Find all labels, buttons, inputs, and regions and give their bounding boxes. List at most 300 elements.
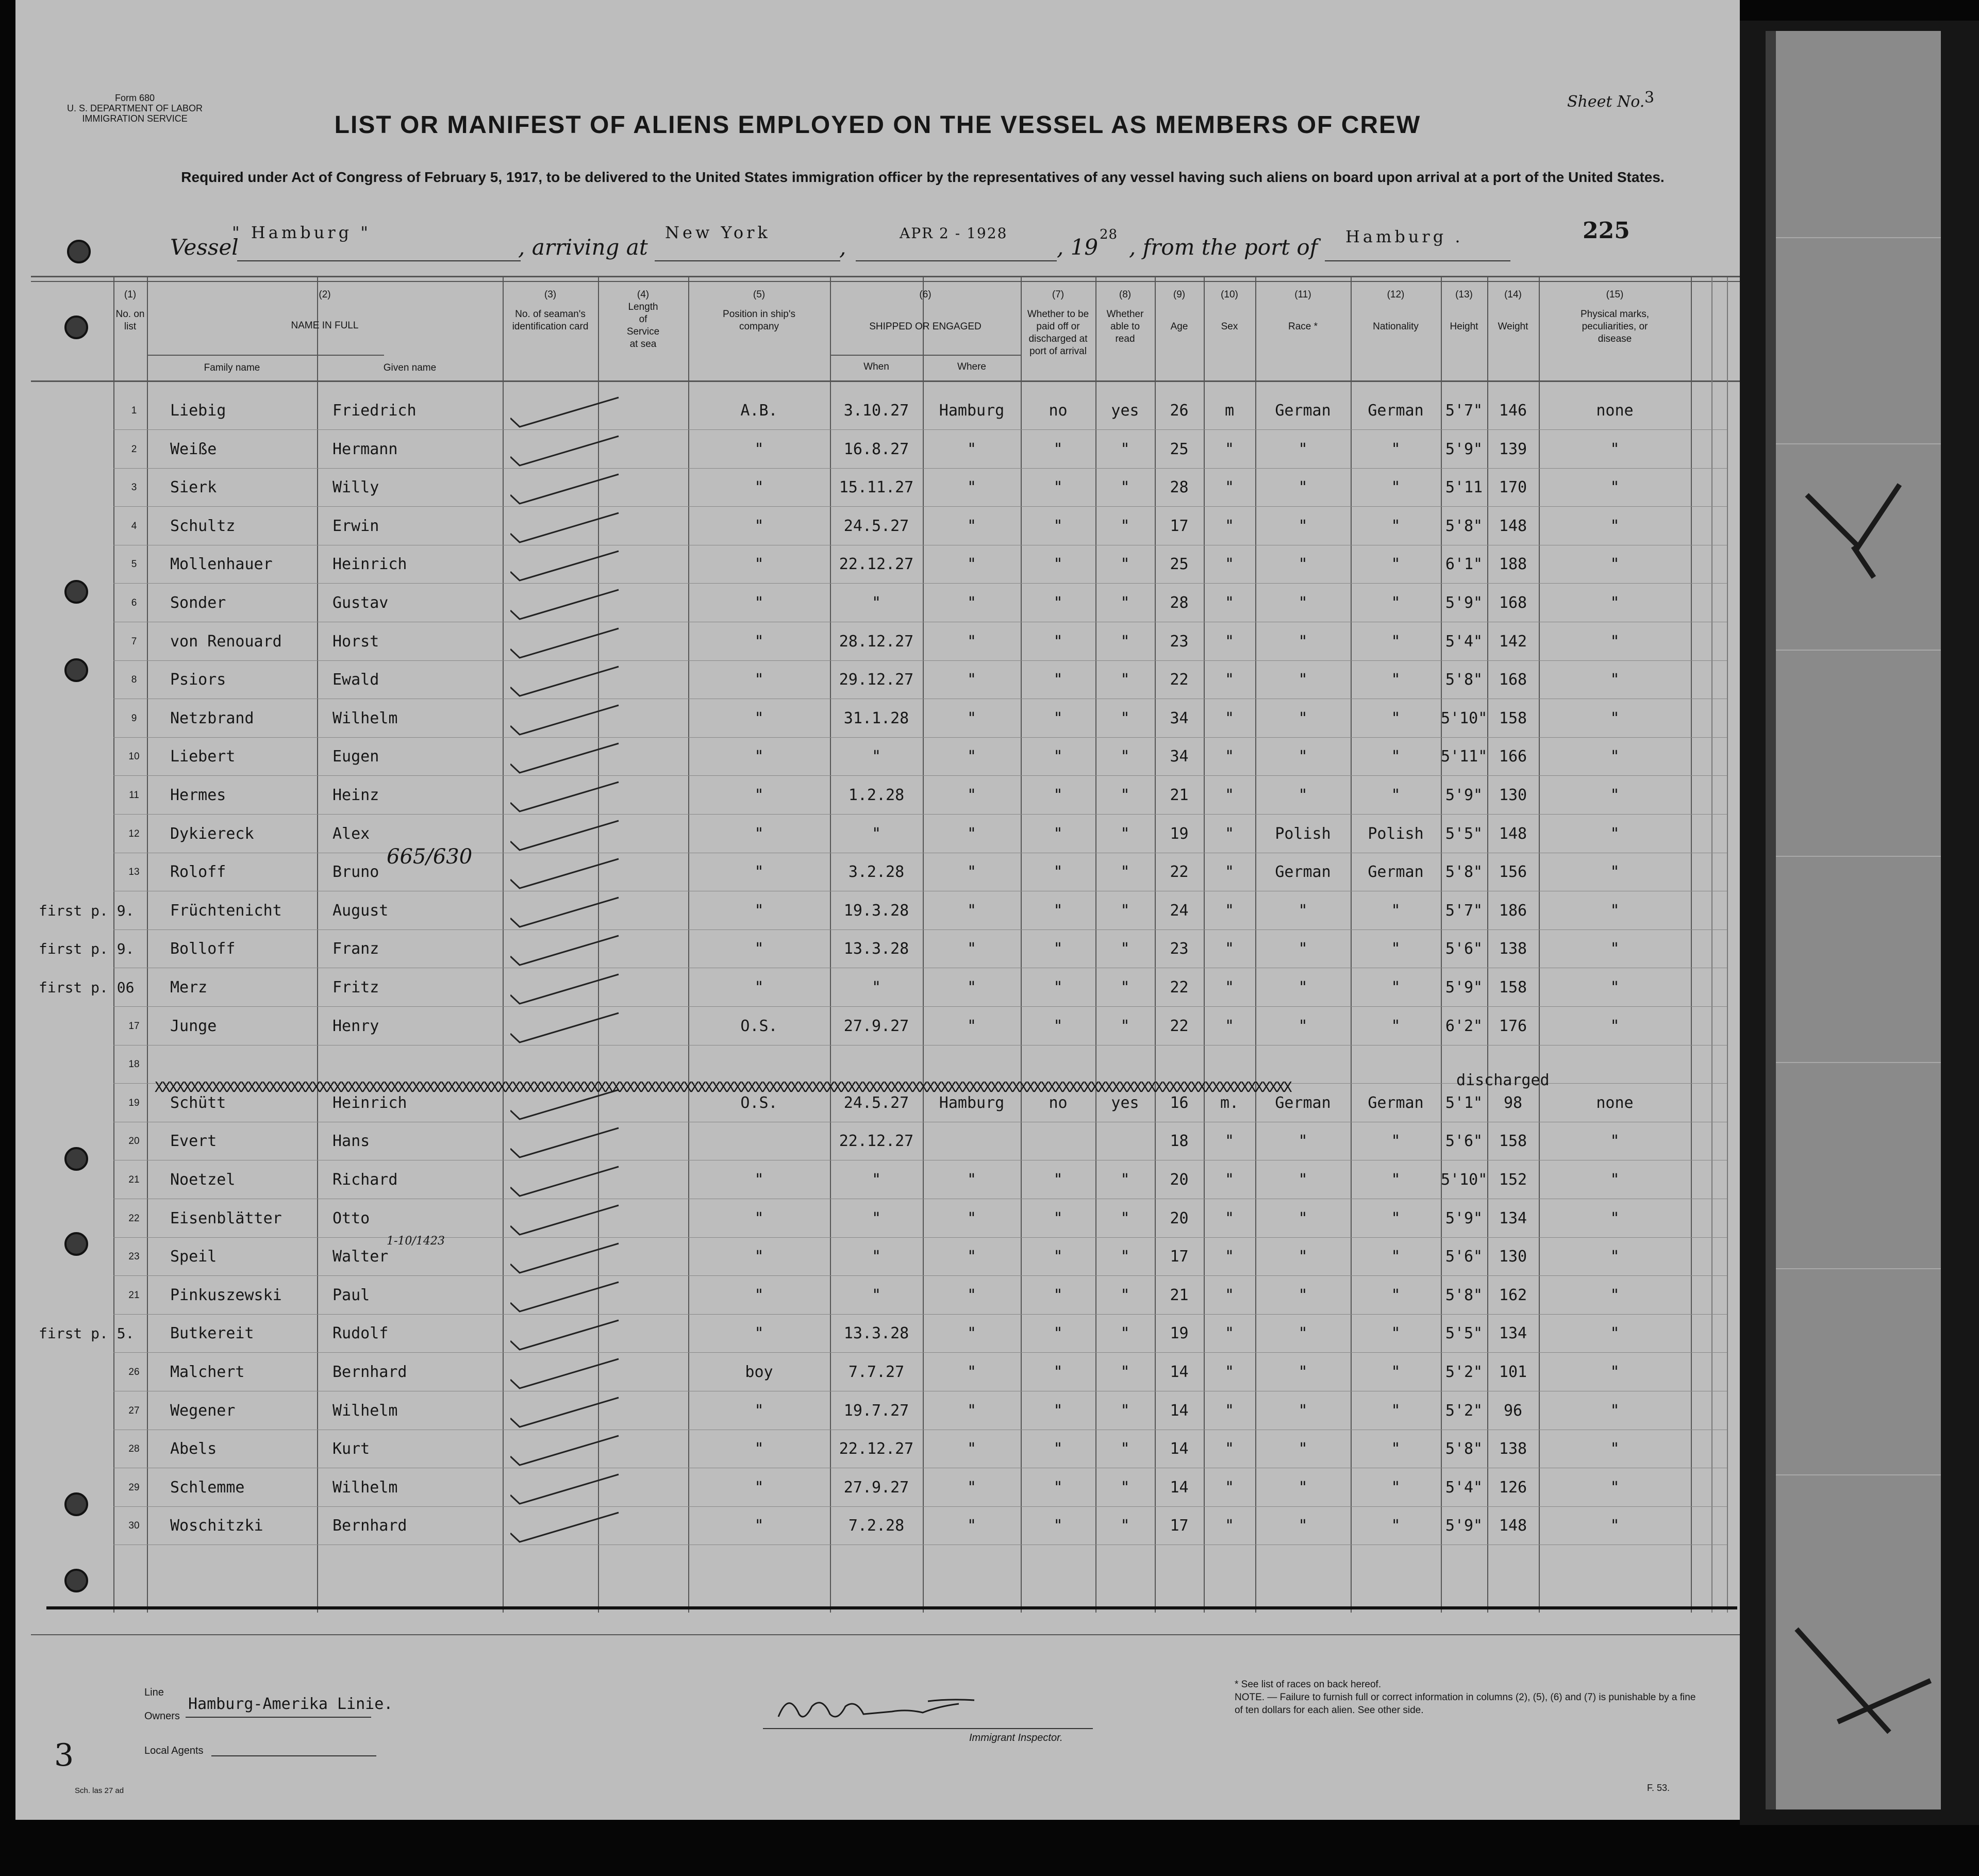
cell-height: 5'2" (1445, 1401, 1483, 1420)
cell-position: " (754, 709, 764, 727)
cell-read: " (1120, 1209, 1130, 1227)
cell-weight: 96 (1503, 1401, 1523, 1420)
line-label: Line (144, 1687, 164, 1698)
cell-weight: 134 (1499, 1209, 1527, 1227)
col-10-number: (10) (1221, 289, 1238, 300)
cell-paid: " (1053, 1478, 1063, 1497)
col-6-when-header: When (863, 361, 889, 372)
cell-nationality: " (1391, 901, 1401, 920)
cell-sex: " (1224, 632, 1235, 651)
discharged-note: discharged (1456, 1071, 1550, 1089)
row-margin-note: first p. 9. (39, 940, 135, 958)
cell-weight: 130 (1499, 786, 1527, 804)
row-number: 12 (128, 828, 140, 839)
cell-age: 26 (1170, 402, 1189, 420)
cell-paid: " (1053, 863, 1063, 882)
cell-nationality: " (1391, 1478, 1401, 1497)
arriving-label: , arriving at (518, 235, 648, 260)
cell-read: " (1120, 517, 1130, 535)
binder-hole (64, 658, 88, 682)
cell-given: Walter (332, 1248, 389, 1266)
cell-given: Hans (332, 1132, 370, 1151)
table-row (15, 1353, 1740, 1391)
cell-nationality: Polish (1368, 824, 1424, 843)
check-mark-icon (510, 587, 634, 623)
cell-read: " (1120, 1440, 1130, 1458)
cell-age: 14 (1170, 1401, 1189, 1420)
cell-marks: " (1610, 440, 1620, 458)
row-number: 7 (131, 636, 137, 647)
cell-when: " (871, 978, 882, 997)
binder-hole (64, 1232, 88, 1256)
cell-weight: 148 (1499, 517, 1527, 535)
vessel-label: Vessel (170, 235, 239, 260)
cell-marks: " (1610, 632, 1620, 651)
cell-family: Merz (170, 978, 208, 997)
cell-given: Friedrich (332, 402, 417, 420)
cell-where: " (967, 594, 977, 612)
cell-when: 19.3.28 (843, 901, 909, 920)
page-mark: 3 (54, 1737, 74, 1773)
row-number: 2 (131, 443, 137, 455)
cell-race: " (1298, 1401, 1308, 1420)
col-15-label: Physical marks, peculiarities, or disease (1580, 309, 1650, 344)
cell-position: " (754, 632, 764, 651)
handwritten-annotation: 1-10/1423 (387, 1235, 445, 1248)
cell-where: " (967, 1209, 977, 1227)
binder-hole (67, 240, 91, 263)
cell-where: " (967, 671, 977, 689)
row-number: 19 (128, 1097, 140, 1108)
cell-marks: " (1610, 1440, 1620, 1458)
row-number: 3 (131, 482, 137, 493)
cell-nationality: German (1368, 402, 1424, 420)
cell-height: 5'1" (1445, 1093, 1483, 1112)
cell-family: Noetzel (170, 1171, 236, 1189)
cell-race: " (1298, 1209, 1308, 1227)
cell-race: " (1298, 1248, 1308, 1266)
row-number: 10 (128, 751, 140, 762)
cell-read: " (1120, 940, 1130, 958)
cell-marks: " (1610, 1132, 1620, 1151)
table-row (15, 1235, 1740, 1276)
cell-when: " (871, 594, 882, 612)
cell-sex: " (1224, 594, 1235, 612)
col-2-family-header: Family name (204, 362, 260, 373)
cell-when: 22.12.27 (839, 555, 914, 574)
cell-nationality: " (1391, 1132, 1401, 1151)
col-12-header (1351, 289, 1441, 333)
cell-age: 17 (1170, 517, 1189, 535)
table-row (15, 930, 1740, 968)
cell-paid: " (1053, 517, 1063, 535)
cell-weight: 162 (1499, 1286, 1527, 1304)
check-mark-icon (510, 856, 634, 892)
cell-height: 5'6" (1445, 1132, 1483, 1151)
cell-where: " (967, 632, 977, 651)
cell-read: yes (1111, 402, 1139, 420)
cell-family: Schlemme (170, 1478, 245, 1497)
col-14-number: (14) (1504, 289, 1522, 300)
table-row (15, 815, 1740, 853)
cell-sex: " (1224, 1478, 1235, 1497)
cell-marks: " (1610, 1017, 1620, 1035)
cell-weight: 98 (1503, 1093, 1523, 1112)
cell-marks: none (1596, 1093, 1634, 1112)
cell-given: Hermann (332, 440, 398, 458)
cell-height: 5'9" (1445, 978, 1483, 997)
date-stamp: APR 2 - 1928 (900, 225, 1008, 242)
cell-marks: " (1610, 594, 1620, 612)
cell-given: Rudolf (332, 1324, 389, 1343)
cell-family: Dykiereck (170, 824, 254, 843)
cell-nationality: " (1391, 1324, 1401, 1343)
cell-where: " (967, 978, 977, 997)
cell-height: 5'7" (1445, 402, 1483, 420)
cell-marks: " (1610, 1324, 1620, 1343)
department-name: U. S. DEPARTMENT OF LABOR (67, 103, 203, 113)
cell-given: Paul (332, 1286, 370, 1304)
cell-age: 19 (1170, 824, 1189, 843)
cell-given: Richard (332, 1171, 398, 1189)
cell-age: 28 (1170, 478, 1189, 497)
col-15-number: (15) (1606, 289, 1624, 300)
cell-family: Schultz (170, 517, 236, 535)
col-9-header (1155, 289, 1204, 333)
cell-read: " (1120, 709, 1130, 727)
cell-when: 16.8.27 (843, 440, 909, 458)
cell-height: 5'10" (1441, 1171, 1488, 1189)
form-number: Form 680 (115, 93, 155, 103)
col-7-header (1021, 289, 1095, 358)
cell-position: " (754, 594, 764, 612)
check-mark-icon (510, 472, 634, 508)
cell-marks: " (1610, 940, 1620, 958)
cell-marks: " (1610, 786, 1620, 804)
row-margin-note: first p. 5. (39, 1325, 135, 1342)
cell-weight: 101 (1499, 1363, 1527, 1381)
check-mark-icon (510, 1241, 634, 1277)
col-11-header (1255, 289, 1351, 333)
cell-paid: " (1053, 940, 1063, 958)
cell-height: 5'9" (1445, 786, 1483, 804)
check-mark-icon (510, 626, 634, 662)
cell-age: 34 (1170, 748, 1189, 766)
cell-height: 5'9" (1445, 1517, 1483, 1535)
table-row (15, 392, 1740, 430)
cell-where: " (967, 1517, 977, 1535)
cell-race: " (1298, 478, 1308, 497)
cell-where: " (967, 1401, 977, 1420)
col-8-label: Whether able to read (1106, 309, 1144, 344)
owners-value: Hamburg-Amerika Linie. (188, 1695, 393, 1713)
cell-read: " (1120, 1478, 1130, 1497)
cell-age: 19 (1170, 1324, 1189, 1343)
cell-given: August (332, 901, 389, 920)
check-mark-icon (510, 818, 634, 854)
cell-age: 17 (1170, 1517, 1189, 1535)
cell-position: boy (745, 1363, 773, 1381)
cell-marks: " (1610, 1248, 1620, 1266)
cell-given: Gustav (332, 594, 389, 612)
col-11-label: Race * (1288, 321, 1318, 332)
cell-nationality: " (1391, 1440, 1401, 1458)
cell-weight: 142 (1499, 632, 1527, 651)
cell-given: Henry (332, 1017, 379, 1035)
col-8-number: (8) (1119, 289, 1132, 300)
table-row (15, 584, 1740, 622)
cell-read: " (1120, 824, 1130, 843)
cell-when: " (871, 1286, 882, 1304)
cell-age: 14 (1170, 1440, 1189, 1458)
cell-family: Sierk (170, 478, 217, 497)
cell-when: 3.2.28 (848, 863, 905, 882)
table-row (15, 623, 1740, 661)
cell-nationality: " (1391, 748, 1401, 766)
cell-when: 3.10.27 (843, 402, 909, 420)
cell-sex: " (1224, 1248, 1235, 1266)
cell-when: 29.12.27 (839, 671, 914, 689)
cell-race: " (1298, 1017, 1308, 1035)
cell-family: Butkereit (170, 1324, 254, 1343)
cell-marks: " (1610, 863, 1620, 882)
races-note: * See list of races on back hereof. (1235, 1679, 1382, 1690)
cell-paid: " (1053, 1286, 1063, 1304)
cell-height: 6'2" (1445, 1017, 1483, 1035)
col-11-number: (11) (1294, 289, 1311, 300)
cell-where: " (967, 1017, 977, 1035)
cell-weight: 158 (1499, 1132, 1527, 1151)
cell-nationality: " (1391, 632, 1401, 651)
cell-where: " (967, 863, 977, 882)
table-row (15, 507, 1740, 545)
col-3-header (503, 289, 598, 333)
sheet-label: Sheet No. (1567, 93, 1645, 111)
cell-weight: 156 (1499, 863, 1527, 882)
cell-when: 1.2.28 (848, 786, 905, 804)
cell-age: 23 (1170, 940, 1189, 958)
cell-age: 22 (1170, 863, 1189, 882)
cell-position: " (754, 940, 764, 958)
cell-where: Hamburg (939, 1093, 1005, 1112)
cell-family: Hermes (170, 786, 226, 804)
cell-paid: " (1053, 901, 1063, 920)
cell-read: yes (1111, 1093, 1139, 1112)
cell-sex: " (1224, 1286, 1235, 1304)
cell-nationality: " (1391, 671, 1401, 689)
cell-sex: " (1224, 1440, 1235, 1458)
cell-weight: 138 (1499, 1440, 1527, 1458)
cell-marks: " (1610, 978, 1620, 997)
row-number: 23 (128, 1251, 140, 1263)
cell-where: " (967, 1440, 977, 1458)
row-number: 27 (128, 1405, 140, 1416)
cell-family: Wegener (170, 1401, 236, 1420)
cell-nationality: " (1391, 1401, 1401, 1420)
statute-note: Required under Act of Congress of February 5, 1917, to be delivered to the United States immigration officer by the representatives of any vessel having such aliens on board upon arrival at a port of the United States. (181, 169, 1665, 185)
cell-race: " (1298, 709, 1308, 727)
cell-height: 5'4" (1445, 1478, 1483, 1497)
cell-family: Eisenblätter (170, 1209, 282, 1227)
cell-weight: 168 (1499, 594, 1527, 612)
cell-sex: " (1224, 1017, 1235, 1035)
col-3-number: (3) (544, 289, 557, 300)
cell-paid: " (1053, 671, 1063, 689)
check-mark-icon (510, 1318, 634, 1354)
col-2-header (147, 289, 503, 332)
cell-when: " (871, 748, 882, 766)
cell-where: " (967, 709, 977, 727)
struck-out-entry: XXXXXXXXXXXXXXXXXXXXXXXXXXXXXXXXXXXXXXXXXXXXXXXXXXXXXXXXXXXXXXXXXXXXXXXXXXXXXXXXXXXXXXXXXXXXXXXXXXXXXXXXXXXXXXXXXXXXXXXXXXXXXXXXXXXXXXXXXXXXXXXXXXXXXXXXXXXXXXX (155, 1078, 1291, 1095)
cell-age: 21 (1170, 786, 1189, 804)
from-label: , from the port of (1129, 235, 1318, 260)
table-row (15, 469, 1740, 507)
cell-given: Erwin (332, 517, 379, 535)
cell-race: German (1275, 1093, 1331, 1112)
cell-weight: 148 (1499, 824, 1527, 843)
check-mark-icon (510, 895, 634, 931)
service-name: IMMIGRATION SERVICE (82, 113, 188, 124)
cell-given: Heinrich (332, 555, 407, 574)
vessel-name: " Hamburg " (232, 223, 371, 242)
cell-paid: " (1053, 709, 1063, 727)
col-8-header (1095, 289, 1155, 345)
cell-position: " (754, 863, 764, 882)
cell-nationality: " (1391, 594, 1401, 612)
cell-when: 13.3.28 (843, 940, 909, 958)
cell-family: Speil (170, 1248, 217, 1266)
cell-paid: " (1053, 632, 1063, 651)
cell-race: German (1275, 402, 1331, 420)
cell-read: " (1120, 1324, 1130, 1343)
col-6-label: SHIPPED OR ENGAGED (869, 321, 982, 332)
cell-weight: 138 (1499, 940, 1527, 958)
table-row (15, 845, 1740, 891)
table-row (15, 1469, 1740, 1507)
row-number: 21 (128, 1174, 140, 1185)
check-mark-icon (510, 1203, 634, 1239)
cell-where: " (967, 517, 977, 535)
cell-marks: " (1610, 709, 1620, 727)
cell-read: " (1120, 594, 1130, 612)
cell-nationality: " (1391, 940, 1401, 958)
cell-given: Kurt (332, 1440, 370, 1458)
cell-marks: " (1610, 824, 1620, 843)
cell-sex: " (1224, 478, 1235, 497)
cell-family: Abels (170, 1440, 217, 1458)
cell-marks: " (1610, 478, 1620, 497)
cell-race: " (1298, 1440, 1308, 1458)
cell-sex: " (1224, 901, 1235, 920)
cell-when: 24.5.27 (843, 517, 909, 535)
cell-where: " (967, 440, 977, 458)
local-agents-label: Local Agents (144, 1745, 204, 1756)
cell-read (1095, 1122, 1155, 1160)
cell-height: 5'7" (1445, 901, 1483, 920)
cell-height: 5'8" (1445, 1440, 1483, 1458)
row-number: 17 (128, 1020, 140, 1032)
cell-race: " (1298, 1363, 1308, 1381)
owners-label: Owners (144, 1711, 180, 1722)
cell-paid (1021, 1122, 1095, 1160)
inspector-signature (773, 1686, 990, 1732)
table-row (15, 1507, 1740, 1545)
cell-sex: " (1224, 824, 1235, 843)
col-1-number: (1) (124, 289, 137, 300)
cell-read: " (1120, 555, 1130, 574)
cell-weight: 166 (1499, 748, 1527, 766)
row-number: 1 (131, 405, 137, 416)
col-5-number: (5) (753, 289, 766, 300)
cell-sex: " (1224, 555, 1235, 574)
cell-marks: " (1610, 1363, 1620, 1381)
cell-given: Bernhard (332, 1363, 407, 1381)
cell-when: 7.7.27 (848, 1363, 905, 1381)
cell-sex: " (1224, 1401, 1235, 1420)
cell-position: " (754, 786, 764, 804)
cell-position: " (754, 1324, 764, 1343)
manifest-page (15, 0, 1740, 1820)
cell-sex: " (1224, 1324, 1235, 1343)
cell-age: 18 (1170, 1132, 1189, 1151)
adjacent-page-strip (1766, 31, 1941, 1809)
check-mark-icon (510, 395, 634, 431)
cell-race: " (1298, 555, 1308, 574)
cell-height: 5'8" (1445, 671, 1483, 689)
cell-marks: " (1610, 1401, 1620, 1420)
cell-read: " (1120, 748, 1130, 766)
cell-age: 22 (1170, 978, 1189, 997)
cell-age: 21 (1170, 1286, 1189, 1304)
cell-race: " (1298, 940, 1308, 958)
cell-nationality: " (1391, 478, 1401, 497)
cell-sex: " (1224, 1132, 1235, 1151)
cell-given: Franz (332, 940, 379, 958)
cell-position: " (754, 1401, 764, 1420)
cell-age: 14 (1170, 1478, 1189, 1497)
cell-marks: " (1610, 901, 1620, 920)
check-mark-icon (510, 1356, 634, 1392)
cell-family: Psiors (170, 671, 226, 689)
cell-weight: 188 (1499, 555, 1527, 574)
cell-weight: 186 (1499, 901, 1527, 920)
table-row (15, 1276, 1740, 1315)
cell-where: " (967, 1171, 977, 1189)
cell-where: " (967, 1286, 977, 1304)
col-13-header (1441, 289, 1487, 333)
row-number: 30 (128, 1520, 140, 1532)
cell-when: 27.9.27 (843, 1017, 909, 1035)
row-number: 22 (128, 1213, 140, 1224)
table-row (15, 1430, 1740, 1468)
cell-where: Hamburg (939, 402, 1005, 420)
col-5-header (688, 289, 830, 333)
cell-age: 25 (1170, 555, 1189, 574)
sheet-number: 3 (1644, 89, 1655, 107)
binder-hole (64, 1569, 88, 1592)
table-row (15, 1315, 1740, 1353)
table-row (15, 776, 1740, 815)
cell-height: 5'6" (1445, 1248, 1483, 1266)
col-2-label: NAME IN FULL (291, 320, 359, 331)
col-4-label: Length of Service at sea (626, 302, 660, 350)
col-1-label: No. on list (115, 309, 145, 332)
cell-weight: 170 (1499, 478, 1527, 497)
cell-sex: m (1224, 402, 1235, 420)
check-mark-icon (510, 510, 634, 546)
cell-weight: 146 (1499, 402, 1527, 420)
row-number: 20 (128, 1136, 140, 1147)
